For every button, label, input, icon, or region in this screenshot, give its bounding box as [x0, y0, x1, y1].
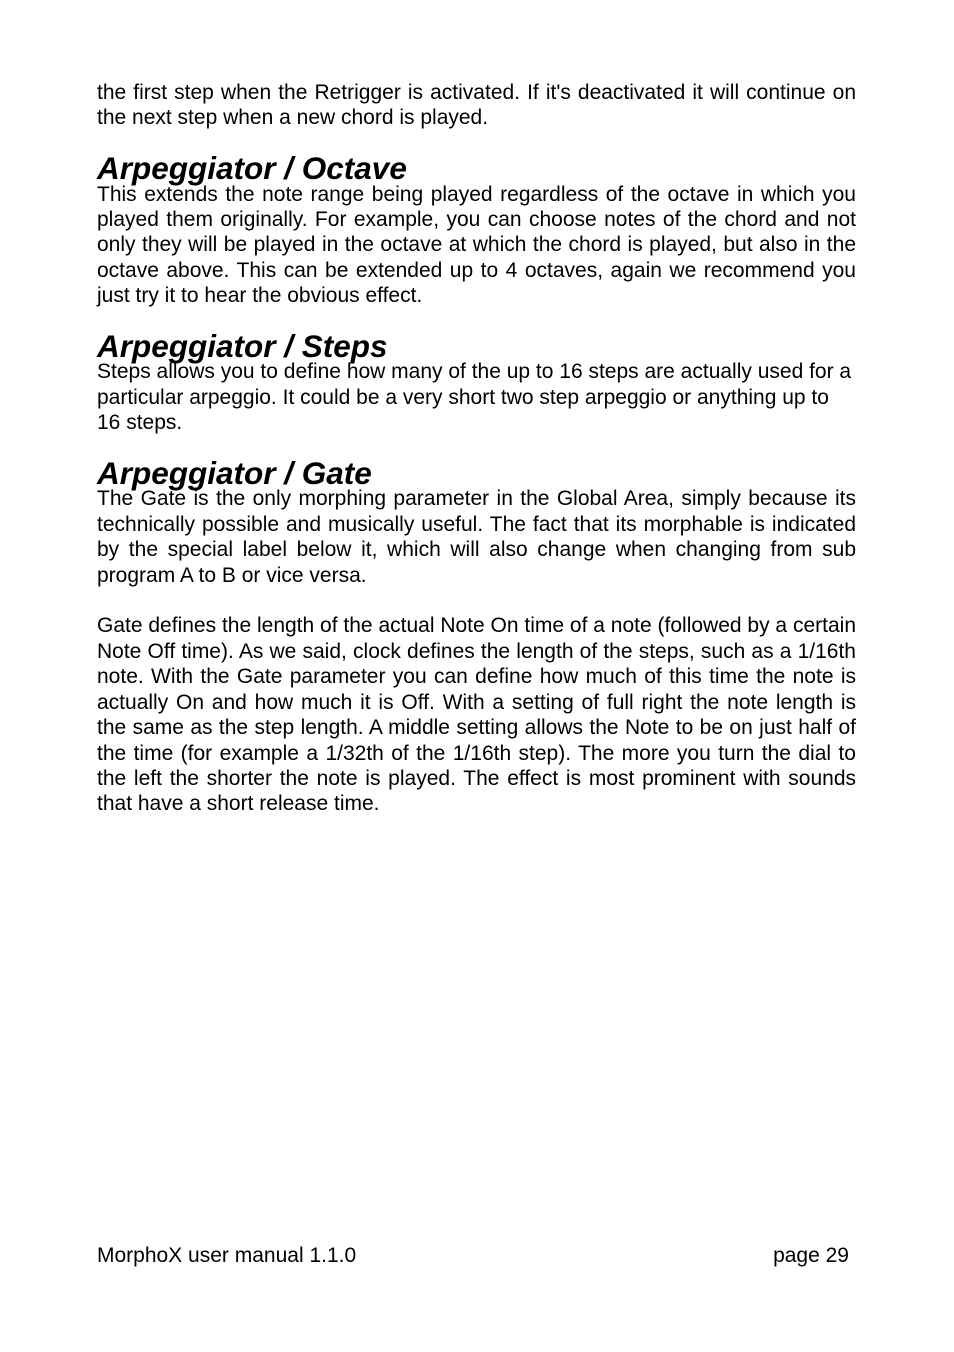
section-heading-octave: Arpeggiator / Octave — [97, 150, 407, 187]
intro-paragraph: the first step when the Retrigger is activated. If it's deactivated it will continue on the next step when a new chord is played. — [97, 81, 856, 130]
footer-page-number: page 29 — [773, 1244, 849, 1267]
section-paragraph-gate-1: The Gate is the only morphing parameter in the Global Area, simply because its technically possible and musically useful. The fact that its morphable is indicated by the special label below it, which will also change when changing from sub program A to B or vice versa. — [97, 487, 856, 587]
section-paragraph-octave: This extends the note range being played regardless of the octave in which you played them originally. For example, you can choose notes of the chord and not only they will be played in the octave at which the chord is played, but also in the octave above. This can be extended up to 4 octaves, again we recommend you just try it to hear the obvious effect. — [97, 182, 856, 308]
page-body — [97, 80, 856, 817]
section-paragraph-gate-2: Gate defines the length of the actual Note On time of a note (followed by a certain Note Off time). As we said, clock defines the length of the steps, such as a 1/16th note. With the Gate parameter you can define how much of this time the note is actually On and how much it is Off. With a setting of full right the note length is the same as the step length. A middle setting allows the Note to be on just half of the time (for example a 1/32th of the 1/16th step). The more you turn the dial to the left the shorter the note is played. The effect is most prominent with sounds that have a short release time. — [97, 614, 856, 816]
section-paragraph-steps: Steps allows you to define how many of the up to 16 steps are actually used for a particular arpeggio. It could be a very short two step arpeggio or anything up to 16 steps. — [97, 360, 852, 435]
section-heading-steps: Arpeggiator / Steps — [97, 328, 388, 365]
footer-manual-title: MorphoX user manual 1.1.0 — [97, 1244, 357, 1267]
spacer — [97, 588, 856, 613]
section-heading-gate: Arpeggiator / Gate — [97, 455, 372, 492]
